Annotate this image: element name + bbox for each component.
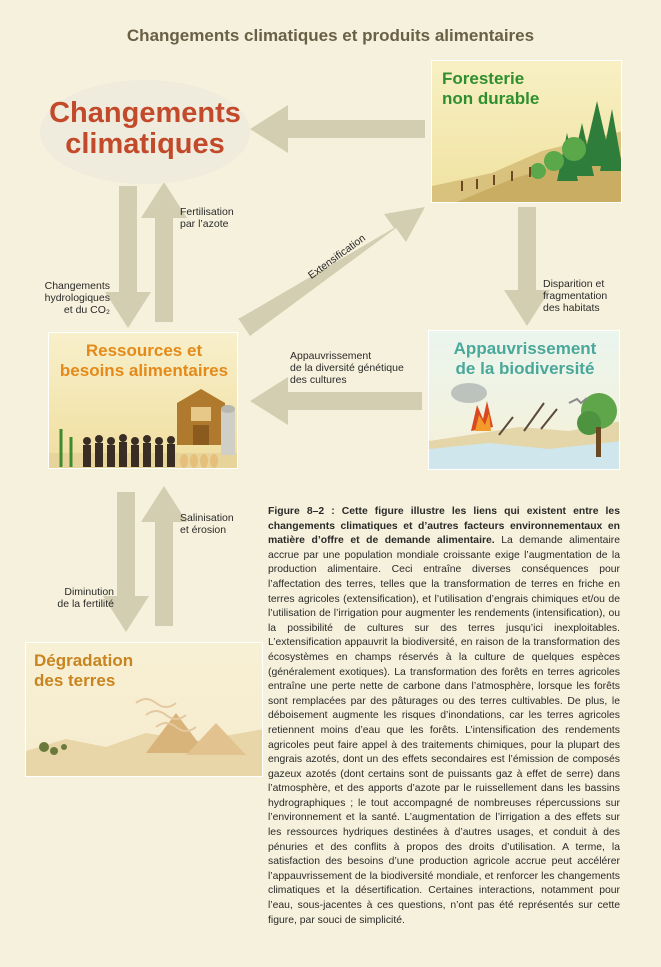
arrow-forest-to-climate xyxy=(250,105,425,153)
label-extensification: Extensification xyxy=(306,232,368,282)
label-salinisation-line1: Salinisation xyxy=(180,512,234,524)
arrow-resources-to-degradation xyxy=(103,492,149,632)
label-diminution-line1: Diminution xyxy=(64,586,114,598)
land-degradation-line1: Dégradation xyxy=(34,651,134,670)
arrow-degradation-to-resources xyxy=(141,486,187,626)
climate-change-line1: Changements xyxy=(49,97,241,129)
label-fertilisation-line2: par l’azote xyxy=(180,218,229,230)
climate-change-title xyxy=(40,98,250,160)
caption-bold: Figure 8–2 : Cette figure illustre les liens qui existent entre les changements climatiques et d’autres facteurs environnementaux en matière d’offre et de demande alimentaire. xyxy=(268,506,620,547)
forestry-line1: Foresterie xyxy=(442,69,525,88)
forestry-line2: non durable xyxy=(442,89,540,108)
arrow-resources-to-climate xyxy=(141,182,187,322)
food-resources-line1: Ressources et xyxy=(85,341,203,360)
climate-change-line2: climatiques xyxy=(65,128,225,160)
land-degradation-line2: des terres xyxy=(34,671,116,690)
label-fertility-loss xyxy=(20,586,114,610)
label-disparition-line2: fragmentation xyxy=(543,290,608,302)
label-disparition-line3: des habitats xyxy=(543,302,600,314)
label-fertilisation xyxy=(180,206,234,230)
caption-text: La demande alimentaire accrue par une population mondiale croissante exige l’augmentation de la production alimentaire. Ceci entraîne diverses conséquences pour l’affectation des terres, telles que la transformation de terres en friche en terres agricoles (extensification), et l’utilisation d’engrais chimiques et/ou de l’utilisation de l’irrigation pour augmenter les rendements (intensification), ou la possibilité de cultures sur des terres jusqu’ici inexploitables. L’extensification appauvrit la biodiversité, en raison de la transformation des écosystèmes en champs réservés à la culture de quelques espèces (généralement exotiques). La transformation des forêts en terres agricoles entraîne une perte nette de carbone dans l’atmosphère, lorsque les forêts sont remplacées par des pâturages ou des terres cultivables. De plus, le déboisement augmente les risques d’inondations, car les terres agricoles retiennent moins d’eau que les forêts. L’intensification des rendements agricoles peut faire appel à des traitements chimiques, pour la plupart des engrais azotés, dont un des effets secondaires est l’émission de composés gazeux azotés (dont certains sont de puissants gaz à effet de serre) dans l’atmosphère, et des apports d’azote par le ruissellement dans les bassins hydrographiques ; le tout accompagné de nombreuses répercussions sur l’environnement et la santé. L’augmentation de l’irrigation a des effets sur les ressources hydriques destinées à d’autres usages, et conduit à des pénuries et des conflits à propos des droits d’utilisation. A terme, la satisfaction des besoins d’une production agricole accrue peut accélérer l’appauvrissement de la biodiversité mondiale, et renforcer les changements climatiques et la désertification. Certaines interactions, notamment pour l’eau, sous-jacentes à ces questions, n’ont pas été représentés sur cette figure, par souci de simplicité. xyxy=(268,535,620,926)
forestry-node xyxy=(431,60,622,203)
biodiversity-line2: de la biodiversité xyxy=(455,359,595,378)
label-hydrological xyxy=(16,280,110,316)
food-resources-node xyxy=(48,332,238,469)
label-hydro-line1: Changements xyxy=(44,280,110,292)
label-salinisation xyxy=(180,512,234,536)
label-disparition-line1: Disparition et xyxy=(543,278,605,290)
page-title: Changements climatiques et produits alimentaires xyxy=(126,26,535,45)
biodiversity-line1: Appauvrissement xyxy=(453,339,597,358)
label-genetic-diversity xyxy=(290,350,404,386)
label-diminution-line2: de la fertilité xyxy=(57,598,114,610)
arrow-extensification xyxy=(238,207,425,336)
label-fertilisation-line1: Fertilisation xyxy=(180,206,234,218)
label-genetique-line2: de la diversité génétique xyxy=(290,362,404,374)
food-resources-title xyxy=(49,341,238,381)
biodiversity-node xyxy=(428,330,620,470)
arrow-climate-to-resources xyxy=(105,186,151,328)
label-salinisation-line2: et érosion xyxy=(180,524,227,536)
biodiversity-title xyxy=(429,339,620,379)
label-genetique-line1: Appauvrissement xyxy=(290,350,372,362)
label-hydro-line3: et du CO₂ xyxy=(63,304,110,316)
figure-caption xyxy=(268,505,620,928)
food-resources-line2: besoins alimentaires xyxy=(59,361,229,380)
label-hydro-line2: hydrologiques xyxy=(44,292,110,304)
land-degradation-node xyxy=(25,642,263,777)
label-genetique-line3: des cultures xyxy=(290,374,347,386)
label-habitat-loss xyxy=(543,278,607,314)
land-degradation-title xyxy=(34,651,133,691)
forestry-title xyxy=(442,69,539,109)
